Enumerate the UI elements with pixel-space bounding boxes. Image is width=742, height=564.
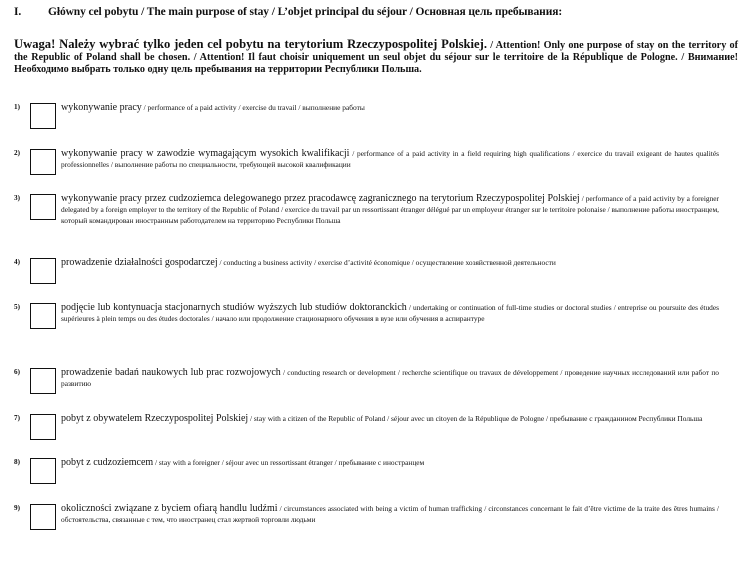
purpose-checkbox-6[interactable]: [30, 368, 56, 394]
warning-polish: Uwaga! Należy wybrać tylko jeden cel pobytu na terytorium Rzeczypospolitej Polskiej.: [14, 37, 487, 51]
option-label-translations: / conducting research or development / recherche scientifique ou travaux de développement / проведение научных исследований или работ по развитию: [61, 368, 719, 388]
option-label-translations: / performance of a paid activity by a foreigner delegated by a foreign employer to the territory of the Republic of Poland / exercice du travail par un ressortissant étranger délégué par un employeur étranger sur le territoire polonaise / выполнение работы иностранцем, который командирован иностранным работодателем на территорию Республики Польша: [61, 194, 720, 225]
option-label-polish: wykonywanie pracy przez cudzoziemca delegowanego przez pracodawcę zagranicznego na terytorium Rzeczypospolitej Polskiej: [61, 193, 580, 204]
purpose-checkbox-9[interactable]: [30, 504, 56, 530]
option-label: [61, 149, 719, 171]
option-label-polish: pobyt z cudzoziemcem: [61, 457, 154, 468]
option-label-polish: podjęcie lub kontynuacja stacjonarnych studiów wyższych lub studiów doktoranckich: [61, 302, 407, 313]
option-label-translations: / performance of a paid activity / exercise du travail / выполнение работы: [141, 103, 365, 112]
option-label-polish: wykonywanie pracy w zawodzie wymagającym wysokich kwalifikacji: [61, 148, 350, 159]
option-label: [61, 458, 719, 469]
purpose-checkbox-8[interactable]: [30, 458, 56, 484]
option-label-translations: / circumstances associated with being a victim of human trafficking / circonstances concernant le fait d’être victime de la traite des êtres humains / обстоятельства, связанные с тем, что иностранец стал жертвой торговли людьми: [61, 504, 719, 524]
option-label-polish: wykonywanie pracy: [61, 102, 142, 113]
option-number: 2): [14, 149, 20, 157]
option-label-polish: prowadzenie działalności gospodarczej: [61, 257, 218, 268]
purpose-checkbox-7[interactable]: [30, 414, 56, 440]
option-label-translations: / stay with a foreigner / séjour avec un ressortissant étranger / пребывание с иностранцем: [153, 458, 425, 467]
section-number: I.: [14, 6, 22, 18]
option-label-translations: / performance of a paid activity in a field requiring high qualifications / exercice du travail exigeant de hautes qualités professionnelles / выполнение работы по специальности, требующей высокой квалификации: [61, 149, 719, 169]
purpose-checkbox-5[interactable]: [30, 303, 56, 329]
section-title-text: Główny cel pobytu / The main purpose of stay / L’objet principal du séjour / Основная цель пребывания:: [48, 6, 563, 18]
warning-translations: / Attention! Only one purpose of stay on the territory of the Republic of Poland shall be chosen. / Attention! Il faut choisir uniquement un seul objet du séjour sur le territoire de la République de Pologne. / Внимание! Необходимо выбрать только одну цель пребывания на территории Республики Польша.: [14, 40, 738, 75]
option-number: 4): [14, 258, 20, 266]
option-label-translations: / stay with a citizen of the Republic of Poland / séjour avec un citoyen de la République de Pologne / пребывание с гражданином Республики Польша: [248, 414, 703, 423]
section-title: [14, 6, 562, 18]
option-label-polish: pobyt z obywatelem Rzeczypospolitej Polskiej: [61, 413, 249, 424]
warning-text: [14, 38, 738, 76]
option-number: 5): [14, 303, 20, 311]
option-number: 9): [14, 504, 20, 512]
option-label-polish: okoliczności związane z byciem ofiarą handlu ludźmi: [61, 503, 278, 514]
purpose-checkbox-2[interactable]: [30, 149, 56, 175]
option-label-translations: / conducting a business activity / exercise d’activité économique / осуществление хозяйственной деятельности: [217, 258, 556, 267]
option-number: 3): [14, 194, 20, 202]
option-label: [61, 258, 719, 269]
option-number: 8): [14, 458, 20, 466]
purpose-checkbox-1[interactable]: [30, 103, 56, 129]
option-number: 6): [14, 368, 20, 376]
purpose-checkbox-3[interactable]: [30, 194, 56, 220]
option-number: 1): [14, 103, 20, 111]
option-label: [61, 194, 719, 226]
option-label: [61, 103, 719, 114]
option-number: 7): [14, 414, 20, 422]
option-label: [61, 303, 719, 325]
option-label-polish: prowadzenie badań naukowych lub prac rozwojowych: [61, 367, 281, 378]
option-label-translations: / undertaking or continuation of full-time studies or doctoral studies / entreprise ou poursuite des études supérieures à plein temps ou des études doctorales / начало или продолжение стационарного обучения в вузе или обучения в аспирантуре: [61, 303, 719, 323]
option-label: [61, 504, 719, 526]
option-label: [61, 414, 719, 425]
purpose-checkbox-4[interactable]: [30, 258, 56, 284]
option-label: [61, 368, 719, 390]
